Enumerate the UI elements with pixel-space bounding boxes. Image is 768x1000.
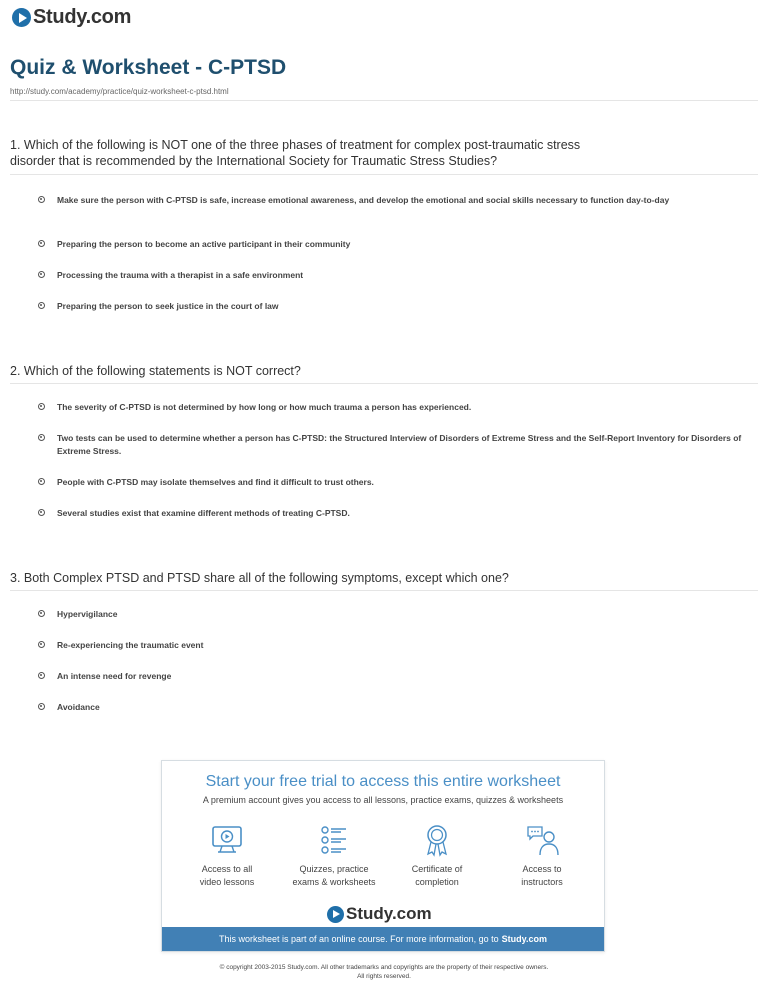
option-label: Make sure the person with C-PTSD is safe, increase emotional awareness, and develop the emotional and social skills necessary to function day-to-day: [57, 195, 670, 205]
option-label: Re-experiencing the traumatic event: [57, 640, 204, 650]
page-title: Quiz & Worksheet - C-PTSD: [10, 56, 287, 79]
answer-option[interactable]: [38, 670, 744, 683]
brand-name: Study.com: [33, 6, 132, 28]
feature-video-lessons: [172, 823, 282, 889]
option-label: Avoidance: [57, 702, 100, 712]
feature-line: Access to: [522, 864, 562, 874]
feature-line: Access to all: [201, 864, 253, 874]
radio-button-icon[interactable]: [38, 240, 45, 247]
answer-option[interactable]: [38, 701, 744, 714]
option-label: Several studies exist that examine different methods of treating C-PTSD.: [57, 508, 350, 518]
divider: [10, 100, 758, 101]
quiz-list-icon: [317, 823, 351, 857]
feature-line: video lessons: [199, 877, 255, 887]
answer-option[interactable]: [38, 432, 744, 458]
copyright-line: All rights reserved.: [357, 973, 411, 980]
answer-option[interactable]: [38, 269, 744, 282]
answer-option[interactable]: [38, 507, 744, 520]
feature-line: exams & worksheets: [292, 877, 376, 887]
copyright: [0, 963, 768, 981]
play-logo-icon: [327, 906, 344, 923]
course-info-bar: [162, 927, 604, 951]
feature-quizzes: [279, 823, 389, 889]
study-logo[interactable]: [12, 6, 131, 29]
option-label: The severity of C-PTSD is not determined by how long or how much trauma a person has experienced.: [57, 402, 472, 412]
answer-option[interactable]: [38, 238, 744, 251]
radio-button-icon[interactable]: [38, 672, 45, 679]
play-logo-icon: [12, 8, 31, 27]
radio-button-icon[interactable]: [38, 509, 45, 516]
radio-button-icon[interactable]: [38, 302, 45, 309]
radio-button-icon[interactable]: [38, 271, 45, 278]
answer-option[interactable]: [38, 608, 744, 621]
feature-line: instructors: [521, 877, 563, 887]
certificate-icon: [420, 823, 454, 857]
question-1: 1. Which of the following is NOT one of the three phases of treatment for complex post-traumatic stress disorder that is recommended by the International Society for Traumatic Stress Studies?: [10, 138, 581, 168]
option-label: Preparing the person to seek justice in the court of law: [57, 301, 279, 311]
question-2: 2. Which of the following statements is NOT correct?: [10, 364, 301, 378]
answer-option[interactable]: [38, 194, 744, 207]
instructor-chat-icon: [525, 823, 559, 857]
option-label: People with C-PTSD may isolate themselves and find it difficult to trust others.: [57, 477, 374, 487]
radio-button-icon[interactable]: [38, 434, 45, 441]
bar-text: This worksheet is part of an online course. For more information, go to: [219, 934, 499, 944]
radio-button-icon[interactable]: [38, 196, 45, 203]
divider: [10, 590, 758, 591]
radio-button-icon[interactable]: [38, 478, 45, 485]
answer-option[interactable]: [38, 300, 744, 313]
option-label: Two tests can be used to determine whether a person has C-PTSD: the Structured Interview of Disorders of Extreme Stress and the Self-Report Inventory for Disorders of Extreme Stress.: [57, 433, 742, 456]
option-label: Processing the trauma with a therapist in a safe environment: [57, 270, 304, 280]
answer-option[interactable]: [38, 639, 744, 652]
study-link[interactable]: Study.com: [501, 934, 547, 944]
feature-line: Certificate of: [411, 864, 463, 874]
option-label: An intense need for revenge: [57, 671, 172, 681]
feature-instructors: [487, 823, 597, 889]
copyright-line: © copyright 2003-2015 Study.com. All other trademarks and copyrights are the property of their respective owners.: [219, 964, 549, 971]
divider: [10, 174, 758, 175]
feature-line: Quizzes, practice: [299, 864, 369, 874]
feature-line: completion: [415, 877, 459, 887]
option-label: Hypervigilance: [57, 609, 118, 619]
study-logo[interactable]: [327, 904, 432, 924]
promo-headline[interactable]: Start your free trial to access this entire worksheet: [205, 773, 561, 790]
answer-option[interactable]: [38, 401, 744, 414]
free-trial-promo[interactable]: [161, 760, 605, 952]
answer-option[interactable]: [38, 476, 744, 489]
radio-button-icon[interactable]: [38, 641, 45, 648]
radio-button-icon[interactable]: [38, 703, 45, 710]
radio-button-icon[interactable]: [38, 610, 45, 617]
option-label: Preparing the person to become an active participant in their community: [57, 239, 351, 249]
divider: [10, 383, 758, 384]
radio-button-icon[interactable]: [38, 403, 45, 410]
page-url: http://study.com/academy/practice/quiz-worksheet-c-ptsd.html: [10, 87, 229, 96]
promo-subheadline: A premium account gives you access to all lessons, practice exams, quizzes & worksheets: [202, 795, 564, 805]
brand-name: Study.com: [346, 904, 432, 923]
question-3: 3. Both Complex PTSD and PTSD share all of the following symptoms, except which one?: [10, 571, 509, 585]
video-lesson-icon: [210, 823, 244, 857]
feature-certificate: [382, 823, 492, 889]
